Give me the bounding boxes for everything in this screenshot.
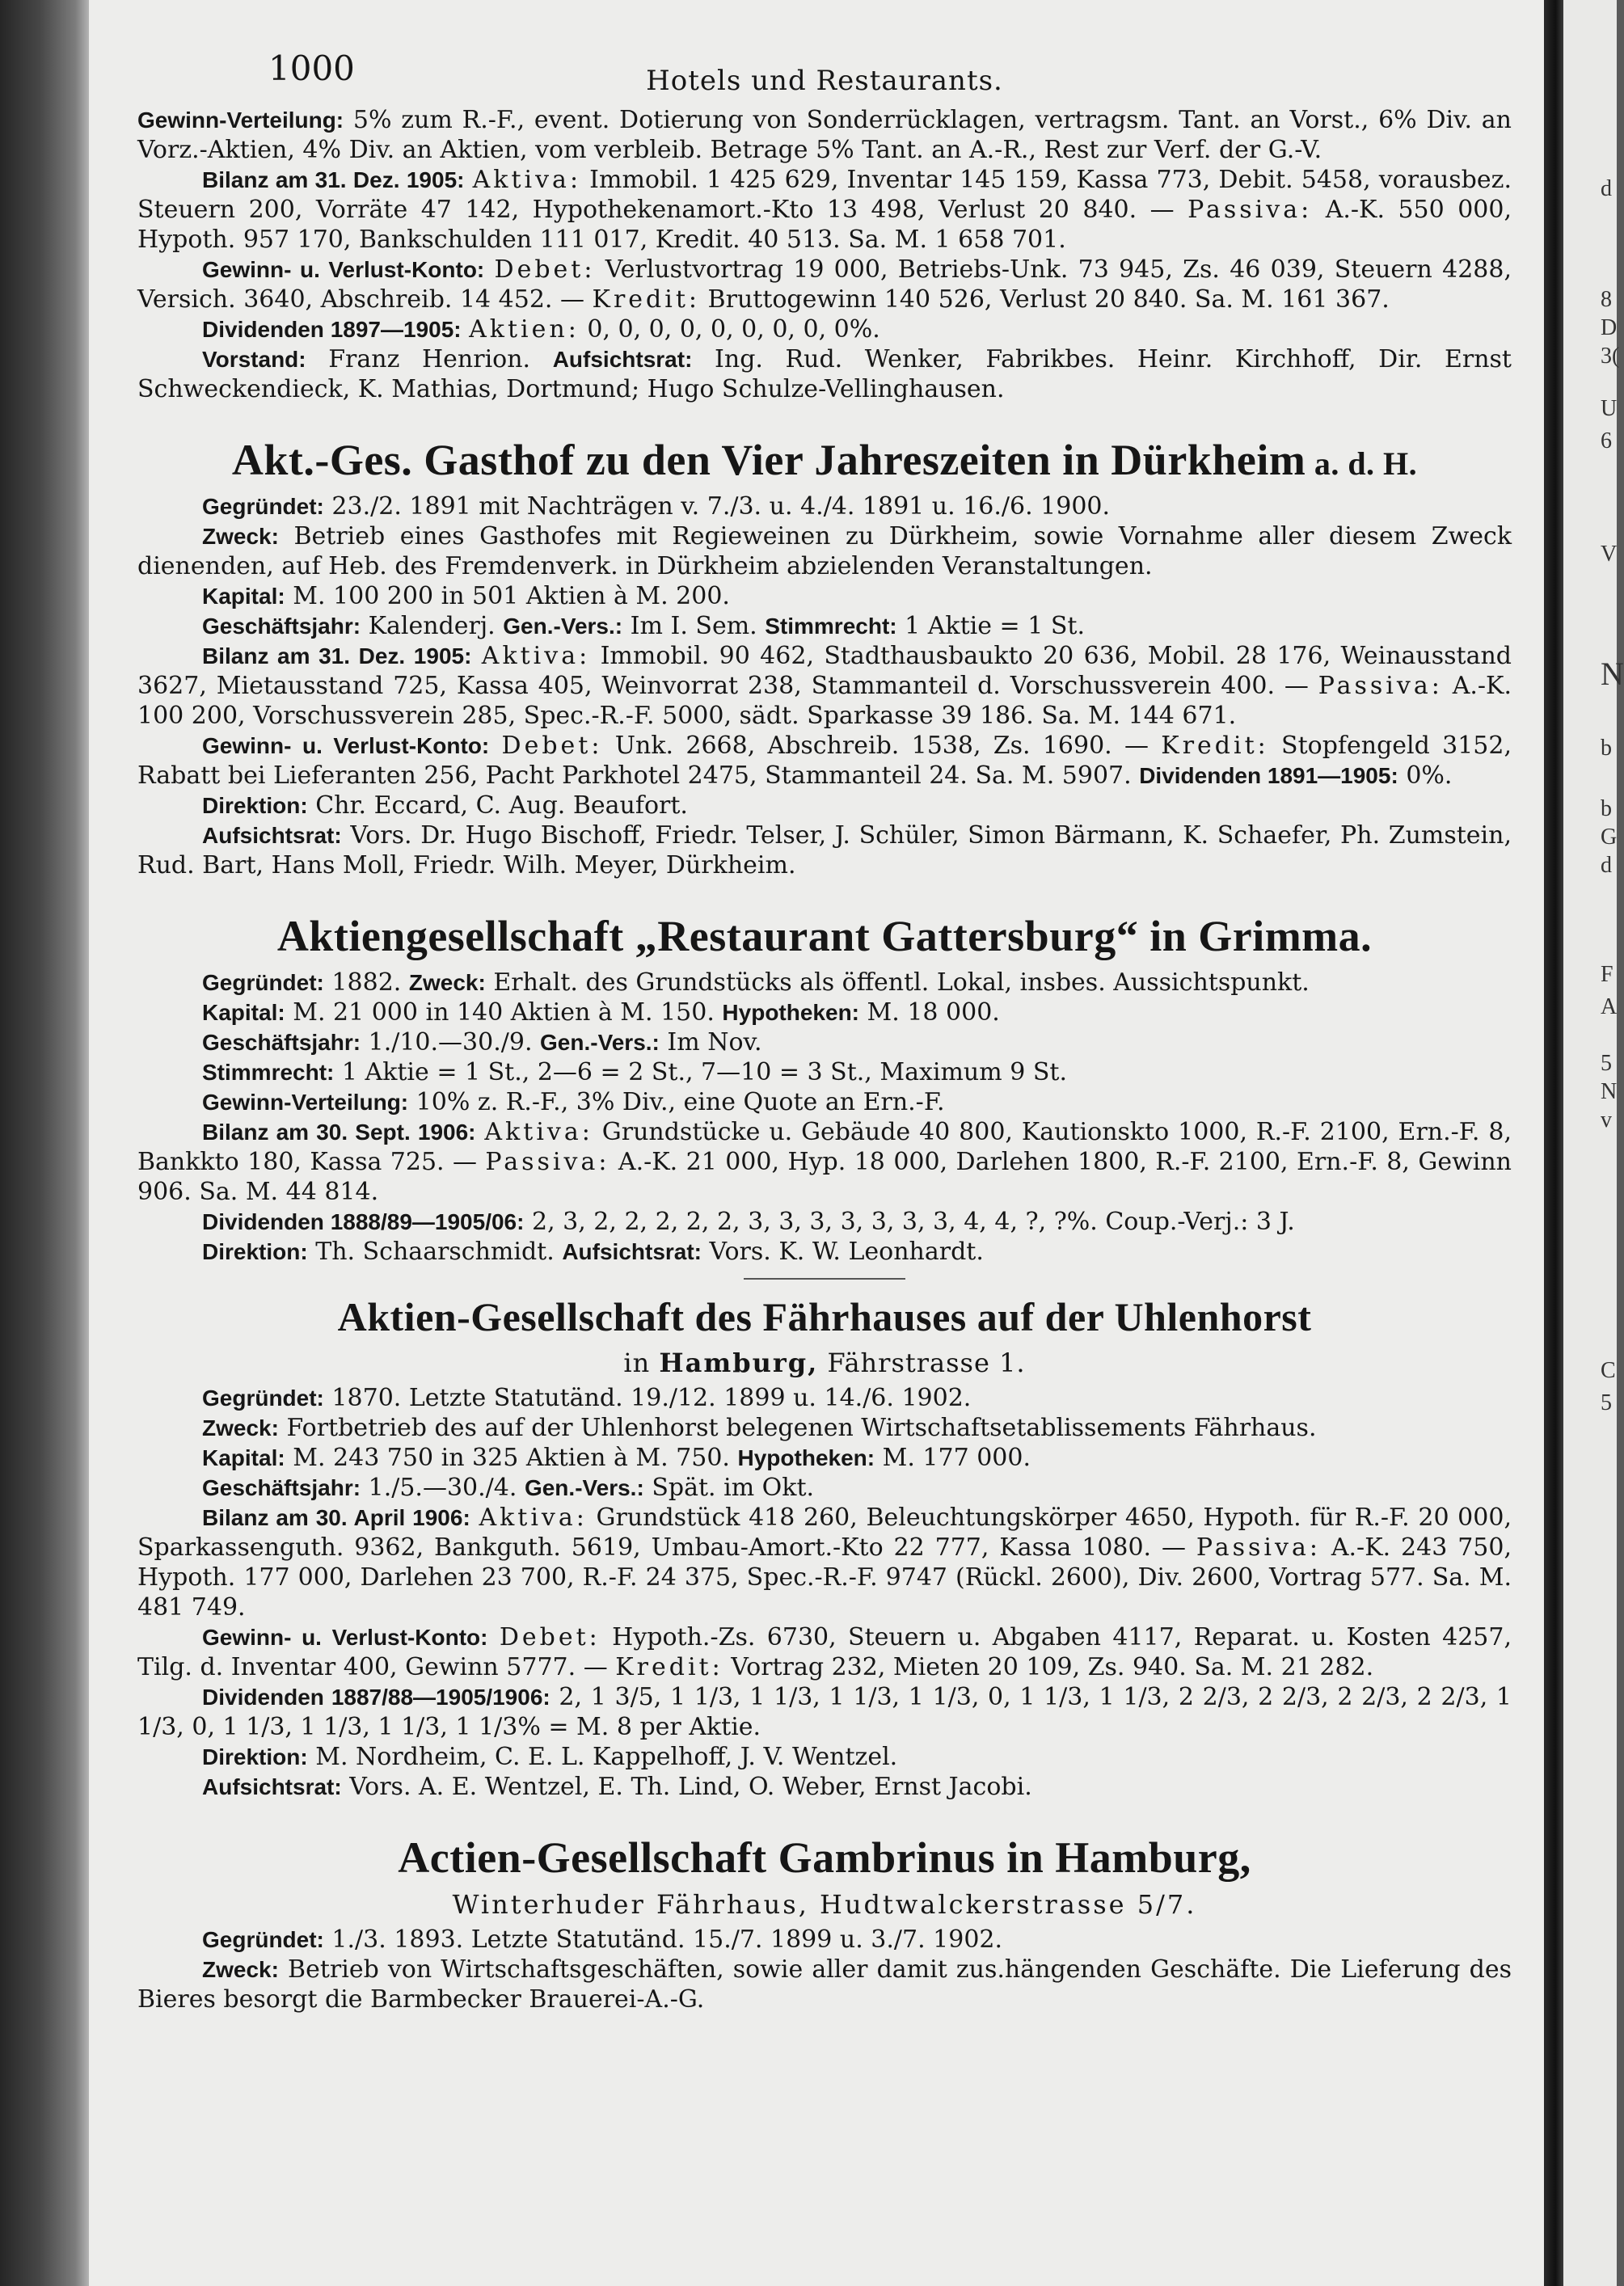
text: M. 100 200 in 501 Aktien à M. 200. (285, 582, 730, 611)
text: M. Nordheim, C. E. L. Kappelhoff, J. V. Wentzel. (307, 1742, 898, 1771)
direktion (137, 791, 1512, 820)
label: Gen.-Vers.: (503, 614, 623, 639)
kapital (137, 997, 1512, 1027)
bilanz (137, 1503, 1512, 1622)
text: 1 Aktie = 1 St., 2—6 = 2 St., 7—10 = 3 St., Maximum 9 St. (334, 1058, 1067, 1087)
label: Bilanz am 30. Sept. 1906: (202, 1120, 476, 1145)
text: M. 21 000 in 140 Aktien à M. 150. (285, 998, 723, 1027)
entry-gambrinus-hamburg (137, 1833, 1512, 2014)
label: Gewinn- u. Verlust-Konto: (202, 733, 490, 759)
label: Zweck: (202, 524, 279, 550)
gegruendet (137, 1925, 1512, 1955)
text: Vors. A. E. Wentzel, E. Th. Lind, O. Weber, Ernst Jacobi. (341, 1772, 1032, 1801)
entry-title: Aktien-Gesellschaft des Fährhauses auf der Uhlenhorst (337, 1294, 1312, 1340)
text: Fortbetrieb des auf der Uhlenhorst belegenen Wirtschaftsetablissements Fährhaus. (278, 1413, 1317, 1442)
geschaeftsjahr (137, 611, 1512, 641)
entry-restaurant-gattersburg (137, 911, 1512, 1280)
entry-location: Winterhuder Fährhaus, Hudtwalckerstrasse 5/7. (452, 1888, 1197, 1920)
direktion-aufsichtsrat (137, 1237, 1512, 1267)
label: Direktion: (202, 1239, 308, 1265)
label: Dividenden 1888/89—1905/06: (202, 1209, 525, 1235)
kredit-label: Kredit: (615, 1652, 723, 1681)
passiva-label: Passiva: (1318, 672, 1443, 701)
kapital (137, 581, 1512, 611)
adjacent-page-fragment: V (1601, 542, 1618, 567)
label: Bilanz am 30. April 1906: (202, 1504, 470, 1530)
text: Betrieb von Wirtschaftsgeschäften, sowie aller damit zus.hängenden Geschäfte. Die Lieferung des Bieres besorgt die Barmbecker Brauerei-A.-G. (137, 1955, 1512, 2014)
text: 1./5.—30./4. (361, 1473, 525, 1502)
label: Dividenden 1887/88—1905/1906: (202, 1684, 550, 1710)
text: Verlustvortrag 19 000, Betriebs-Unk. 73 945, Zs. 46 039, Steuern 4288, Versich. 3640, Abschreib. 14 452. — (137, 255, 1512, 314)
label: Direktion: (202, 1744, 308, 1769)
text: M. 18 000. (859, 998, 1000, 1027)
label: Gegründet: (202, 494, 324, 520)
title-suffix: a. d. H. (1306, 445, 1418, 482)
adjacent-page-fragment: d (1601, 176, 1612, 201)
binding-gutter (0, 0, 89, 2286)
adjacent-page-fragment: 8 (1601, 287, 1612, 312)
adjacent-page-fragment: G (1601, 825, 1618, 850)
text: Ing. Rud. Wenker, Fabrikbes. Heinr. Kirchhoff, Dir. Ernst Schweckendieck, K. Mathias, Dortmund; Hugo Schulze-Vellinghausen. (137, 345, 1512, 403)
aktien-label: Aktien: (469, 315, 580, 344)
label: Zweck: (408, 970, 486, 996)
adjacent-page-fragment: F (1601, 962, 1613, 987)
text: Th. Schaarschmidt. (307, 1238, 563, 1267)
text: Immobil. 1 425 629, Inventar 145 159, Kassa 773, Debit. 5458, vorausbez. Steuern 200, Vorräte 47 142, Hypothekenamort.-Kto 13 498, Verlust 20 840. — (137, 166, 1512, 224)
label: Gegründet: (202, 1385, 324, 1411)
text: Fährstrasse 1. (818, 1347, 1026, 1378)
adjacent-page-fragment: U (1601, 396, 1618, 421)
label: Gegründet: (202, 1926, 324, 1952)
text: Betrieb eines Gasthofes mit Regieweinen zu Dürkheim, sowie Vornahme aller diesem Zweck dienenden, auf Heb. des Fremdenverk. in Dürkheim abzielenden Veranstaltungen. (137, 522, 1512, 581)
page-content (137, 49, 1512, 2014)
aktiva-label: Aktiva: (484, 1118, 593, 1147)
direktion (137, 1742, 1512, 1772)
geschaeftsjahr (137, 1027, 1512, 1057)
city: Hamburg, (659, 1347, 819, 1378)
label: Gewinn-Verteilung: (137, 108, 344, 133)
text: 2, 1 3/5, 1 1/3, 1 1/3, 1 1/3, 1 1/3, 0, 1 1/3, 1 1/3, 2 2/3, 2 2/3, 2 2/3, 2 2/3, 1 1/3, 0, 1 1/3, 1 1/3, 1 1/3, 1 1/3% = M. 8 per Aktie. (137, 1682, 1512, 1741)
label: Gen.-Vers.: (540, 1030, 660, 1056)
label: Gewinn- u. Verlust-Konto: (202, 257, 485, 282)
text: in (623, 1347, 660, 1378)
text: M. 177 000. (875, 1443, 1031, 1472)
aufsichtsrat (137, 820, 1512, 880)
adjacent-page-fragment: d (1601, 853, 1612, 878)
dividenden (137, 1207, 1512, 1237)
dividenden (137, 1682, 1512, 1742)
text: 1870. Letzte Statutänd. 19./12. 1899 u. 14./6. 1902. (323, 1383, 972, 1412)
entry-title (137, 435, 1512, 485)
adjacent-page-fragment: 6 (1601, 428, 1612, 453)
text: Grundstücke u. Gebäude 40 800, Kautionskto 1000, R.-F. 2100, Ern.-F. 8, Bankkto 180, Kassa 725. — (137, 1118, 1512, 1177)
text: Im I. Sem. (622, 612, 766, 641)
label: Dividenden 1891—1905: (1139, 763, 1398, 789)
entry-faehrhaus-uhlenhorst (137, 1294, 1512, 1802)
zweck (137, 1955, 1512, 2014)
label: Gegründet: (202, 970, 324, 996)
text: 23./2. 1891 mit Nachträgen v. 7./3. u. 4./4. 1891 u. 16./6. 1900. (323, 492, 1111, 521)
text: Immobil. 90 462, Stadthausbaukto 20 636, Mobil. 28 176, Weinausstand 3627, Mietausstand 725, Kassa 405, Weinvorrat 238, Stammanteil d. Vorschussverein 400. — (137, 642, 1512, 701)
text: Stopfengeld 3152, Rabatt bei Lieferanten 256, Pacht Parkhotel 2475, Stammanteil 24. Sa. M. 5907. (137, 732, 1512, 791)
gewinn-verlust-konto (137, 1622, 1512, 1682)
text: Spät. im Okt. (643, 1473, 815, 1502)
label: Kapital: (202, 584, 285, 609)
text: Franz Henrion. (306, 345, 553, 373)
adjacent-page-fragment: N (1601, 656, 1624, 692)
text: 0, 0, 0, 0, 0, 0, 0, 0, 0%. (579, 315, 880, 344)
entry-continued (137, 105, 1512, 404)
label: Bilanz am 31. Dez. 1905: (202, 643, 472, 669)
entry-title: Aktiengesellschaft „Restaurant Gattersburg“ in Grimma. (276, 912, 1373, 961)
label: Zweck: (202, 1956, 279, 1982)
text: 1882. (323, 968, 409, 997)
label: Gewinn- u. Verlust-Konto: (202, 1624, 488, 1650)
kredit-label: Kredit: (1161, 732, 1269, 761)
text: 10% z. R.-F., 3% Div., eine Quote an Ern.-F. (408, 1088, 945, 1117)
label: Geschäftsjahr: (202, 614, 361, 639)
text: A.-K. 100 200, Vorschussverein 285, Spec.-R.-F. 5000, sädt. Sparkasse 39 186. Sa. M. 144 671. (137, 672, 1512, 731)
debet-label: Debet: (499, 1622, 601, 1651)
page-separator (1544, 0, 1563, 2286)
separator-rule (744, 1278, 905, 1280)
label: Bilanz am 31. Dez. 1905: (202, 167, 465, 192)
adjacent-page-fragment: C (1601, 1358, 1616, 1383)
text: 1./3. 1893. Letzte Statutänd. 15./7. 1899 u. 3./7. 1902. (323, 1925, 1003, 1954)
adjacent-page-edge (1544, 0, 1624, 2286)
passiva-label: Passiva: (485, 1148, 610, 1177)
text: Erhalt. des Grundstücks als öffentl. Lokal, insbes. Aussichtspunkt. (485, 968, 1310, 997)
label: Direktion: (202, 793, 308, 819)
label: Gewinn-Verteilung: (202, 1090, 409, 1116)
adjacent-page-fragment: 5 (1601, 1051, 1612, 1076)
zweck (137, 521, 1512, 581)
adjacent-page-fragment: b (1601, 796, 1612, 821)
text: A.-K. 243 750, Hypoth. 177 000, Darlehen 23 700, R.-F. 24 375, Spec.-R.-F. 9747 (Rückl. 2600), Div. 2600, Vortrag 577. Sa. M. 481 749. (137, 1533, 1512, 1622)
debet-label: Debet: (501, 732, 603, 761)
text: 2, 3, 2, 2, 2, 2, 2, 3, 3, 3, 3, 3, 3, 3, 4, 4, ?, ?%. Coup.-Verj.: 3 J. (524, 1208, 1295, 1237)
stimmrecht (137, 1057, 1512, 1087)
label: Geschäftsjahr: (202, 1030, 361, 1056)
adjacent-page-fragment: 3( (1601, 344, 1620, 369)
adjacent-page-fragment: v (1601, 1107, 1612, 1132)
text: Im Nov. (659, 1028, 762, 1057)
gewinn-verteilung (137, 1087, 1512, 1117)
passiva-label: Passiva: (1187, 196, 1313, 224)
label: Gen.-Vers.: (524, 1474, 644, 1500)
text: 1./10.—30./9. (361, 1028, 541, 1057)
bilanz (137, 165, 1512, 255)
adjacent-page-fragment: b (1601, 736, 1612, 761)
text: Vors. Dr. Hugo Bischoff, Friedr. Telser, J. Schüler, Simon Bärmann, K. Schaefer, Ph. Zumstein, Rud. Bart, Hans Moll, Friedr. Wilh. Meyer, Dürkheim. (137, 821, 1512, 880)
label: Kapital: (202, 1000, 285, 1026)
label: Stimmrecht: (202, 1060, 335, 1086)
zweck (137, 1413, 1512, 1443)
text: Bruttogewinn 140 526, Verlust 20 840. Sa. M. 161 367. (700, 285, 1390, 314)
adjacent-page-fragment: N (1601, 1079, 1618, 1104)
label: Kapital: (202, 1445, 285, 1470)
bilanz (137, 1117, 1512, 1207)
entry-location (137, 1348, 1512, 1378)
entry-title: Actien-Gesellschaft Gambrinus in Hamburg, (398, 1833, 1251, 1882)
bilanz (137, 641, 1512, 731)
text: Chr. Eccard, C. Aug. Beaufort. (307, 791, 688, 820)
text: 0%. (1398, 761, 1453, 791)
label: Geschäftsjahr: (202, 1474, 361, 1500)
geschaeftsjahr (137, 1473, 1512, 1503)
gewinn-verlust-konto (137, 255, 1512, 314)
text: Grundstück 418 260, Beleuchtungskörper 4650, Hypoth. für R.-F. 20 000, Sparkassenguth. 9362, Bankguth. 5619, Umbau-Amort.-Kto 22 777, Kassa 1080. — (137, 1503, 1512, 1562)
adjacent-page-fragment: D (1601, 315, 1618, 340)
title-main: Akt.-Ges. Gasthof zu den Vier Jahreszeiten in Dürkheim (231, 436, 1306, 484)
text: Vortrag 232, Mieten 20 109, Zs. 940. Sa. M. 21 282. (723, 1652, 1374, 1681)
gegruendet (137, 1383, 1512, 1413)
label: Aufsichtsrat: (552, 347, 693, 372)
gegruendet-zweck (137, 968, 1512, 997)
label: Dividenden 1897—1905: (202, 317, 462, 342)
running-title: Hotels und Restaurants. (646, 65, 1003, 97)
text: A.-K. 550 000, Hypoth. 957 170, Bankschulden 111 017, Kredit. 40 513. Sa. M. 1 658 701. (137, 196, 1512, 254)
label: Aufsichtsrat: (202, 1774, 342, 1799)
label: Aufsichtsrat: (202, 823, 342, 849)
text: Vors. K. W. Leonhardt. (702, 1238, 984, 1267)
text: Kalenderj. (361, 612, 504, 641)
vorstand-aufsichtsrat (137, 344, 1512, 404)
debet-label: Debet: (494, 255, 596, 284)
aktiva-label: Aktiva: (479, 1503, 588, 1532)
dividenden (137, 314, 1512, 344)
aktiva-label: Aktiva: (481, 642, 591, 671)
kredit-label: Kredit: (592, 285, 701, 314)
label: Stimmrecht: (765, 614, 897, 639)
aktiva-label: Aktiva: (472, 166, 582, 194)
aufsichtsrat (137, 1772, 1512, 1802)
label: Aufsichtsrat: (562, 1239, 702, 1265)
label: Zweck: (202, 1415, 279, 1440)
text: M. 243 750 in 325 Aktien à M. 750. (285, 1443, 738, 1472)
entry-gasthof-vier-jahreszeiten (137, 435, 1512, 880)
text: Unk. 2668, Abschreib. 1538, Zs. 1690. — (602, 732, 1162, 761)
text: 1 Aktie = 1 St. (896, 612, 1085, 641)
text: A.-K. 21 000, Hyp. 18 000, Darlehen 1800, R.-F. 2100, Ern.-F. 8, Gewinn 906. Sa. M. 44 814. (137, 1148, 1512, 1207)
passiva-label: Passiva: (1196, 1533, 1321, 1562)
gewinn-verteilung (137, 105, 1512, 165)
text: 5% zum R.-F., event. Dotierung von Sonderrücklagen, vertragsm. Tant. an Vorst., 6% Div. an Vorz.-Aktien, 4% Div. an Aktien, vom verbleib. Betrage 5% Tant. an A.-R., Rest zur Verf. der G.-V. (137, 106, 1512, 164)
page-header (137, 49, 1512, 105)
label: Hypotheken: (722, 1000, 859, 1026)
label: Hypotheken: (737, 1445, 875, 1470)
kapital (137, 1443, 1512, 1473)
adjacent-page-fragment: A (1601, 994, 1618, 1019)
label: Vorstand: (202, 347, 306, 372)
adjacent-page-fragment: 5 (1601, 1390, 1612, 1415)
gegruendet (137, 491, 1512, 521)
text: Hypoth.-Zs. 6730, Steuern u. Abgaben 4117, Reparat. u. Kosten 4257, Tilg. d. Inventar 400, Gewinn 5777. — (137, 1622, 1512, 1681)
page-number: 1000 (268, 49, 355, 88)
gewinn-verlust-konto (137, 731, 1512, 791)
